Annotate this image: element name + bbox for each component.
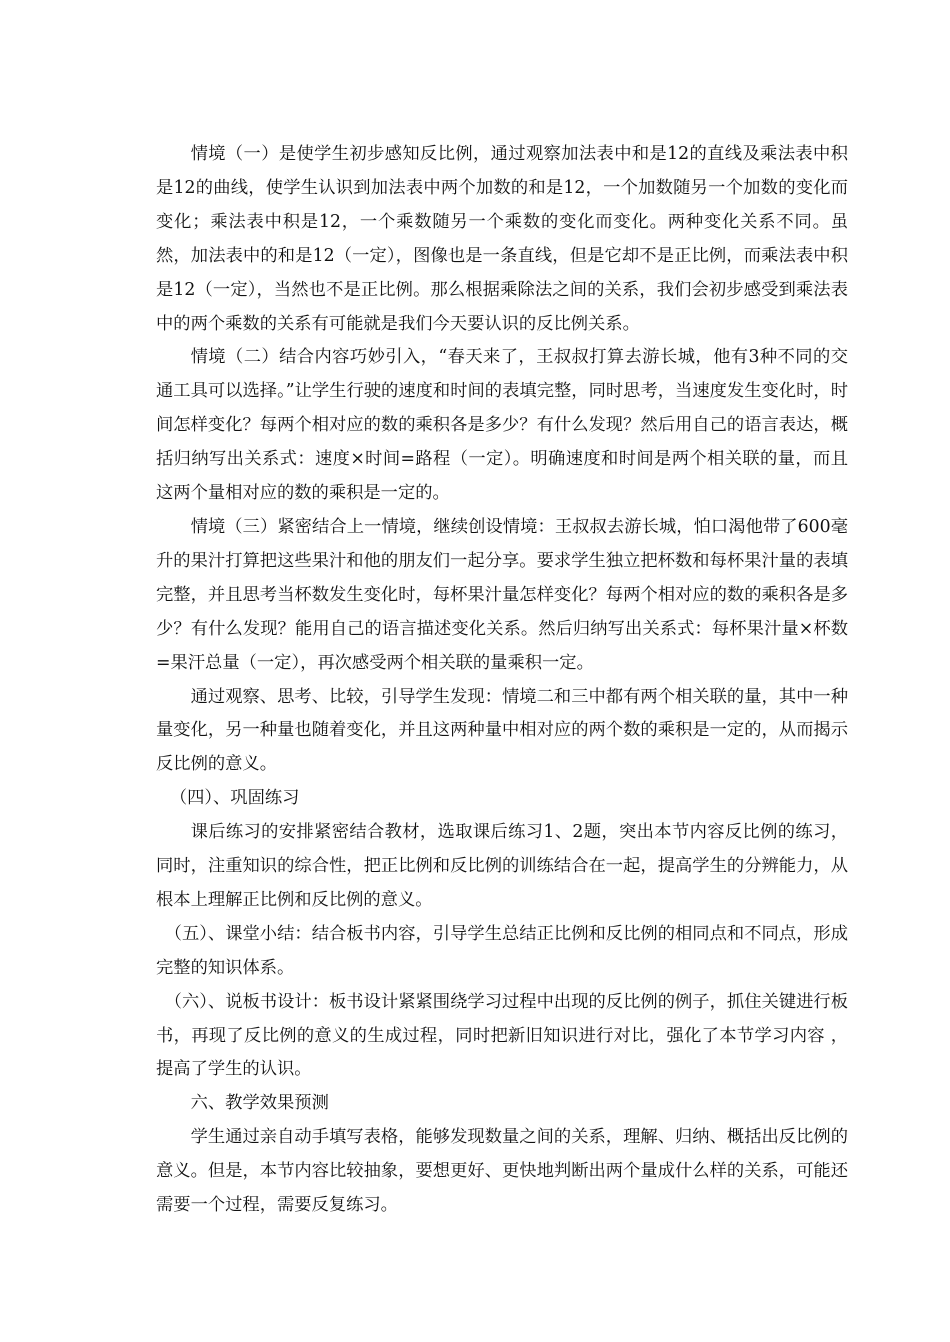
paragraph-class-summary: （五）、课堂小结：结合板书内容，引导学生总结正比例和反比例的相同点和不同点，形成完整的知识体系。 — [156, 923, 848, 978]
paragraph-situation-one: 情境（一）是使学生初步感知反比例，通过观察加法表中和是12的直线及乘法表中积是12的曲线，使学生认识到加法表中两个加数的和是12，一个加数随另一个加数的变化而变化；乘法表中积是12，一个乘数随另一个乘数的变化而变化。两种变化关系不同。虽然，加法表中的和是12（一定），图像也是一条直线，但是它却不是正比例，而乘法表中积是12（一定），当然也不是正比例。那么根据乘除法之间的关系，我们会初步感受到乘法表中的两个乘数的关系有可能就是我们今天要认识的反比例关系。 — [156, 144, 848, 334]
paragraph-situation-three: 情境（三）紧密结合上一情境，继续创设情境：王叔叔去游长城，怕口渴他带了600毫升的果汁打算把这些果汁和他的朋友们一起分享。要求学生独立把杯数和每杯果汁量的表填完整，并且思考当杯数发生变化时，每杯果汁量怎样变化？每两个相对应的数的乘积各是多少？有什么发现？能用自己的语言描述变化关系。然后归纳写出关系式：每杯果汁量×杯数=果汗总量（一定），再次感受两个相关联的量乘积一定。 — [156, 516, 848, 673]
document-body — [156, 138, 848, 1223]
paragraph-practice: 课后练习的安排紧密结合教材，选取课后练习1、2题，突出本节内容反比例的练习，同时，注重知识的综合性，把正比例和反比例的训练结合在一起，提高学生的分辨能力，从根本上理解正比例和反比例的意义。 — [156, 822, 848, 910]
paragraph-observation-summary: 通过观察、思考、比较，引导学生发现：情境二和三中都有两个相关联的量，其中一种量变化，另一种量也随着变化，并且这两种量中相对应的两个数的乘积是一定的，从而揭示反比例的意义。 — [156, 686, 848, 775]
paragraph-situation-two: 情境（二）结合内容巧妙引入，“春天来了，王叔叔打算去游长城，他有3种不同的交通工具可以选择。”让学生行驶的速度和时间的表填完整，同时思考，当速度发生变化时，时间怎样变化？每两个相对应的数的乘积各是多少？有什么发现？然后用自己的语言表达，概括归纳写出关系式：速度×时间=路程（一定）。明确速度和时间是两个相关联的量，而且这两个量相对应的数的乘积是一定的。 — [156, 347, 848, 504]
heading-consolidation-practice: （四）、巩固练习 — [169, 788, 300, 809]
heading-teaching-effect: 六、教学效果预测 — [190, 1093, 329, 1114]
paragraph-board-design: （六）、说板书设计：板书设计紧紧围绕学习过程中出现的反比例的例子，抓住关键进行板书，再现了反比例的意义的生成过程，同时把新旧知识进行对比，强化了本节学习内容 ，提高了学生的认识。 — [156, 991, 848, 1080]
paragraph-teaching-effect: 学生通过亲自动手填写表格，能够发现数量之间的关系，理解、归纳、概括出反比例的意义。但是，本节内容比较抽象，要想更好、更快地判断出两个量成什么样的关系，可能还需要一个过程，需要反复练习。 — [156, 1127, 848, 1216]
